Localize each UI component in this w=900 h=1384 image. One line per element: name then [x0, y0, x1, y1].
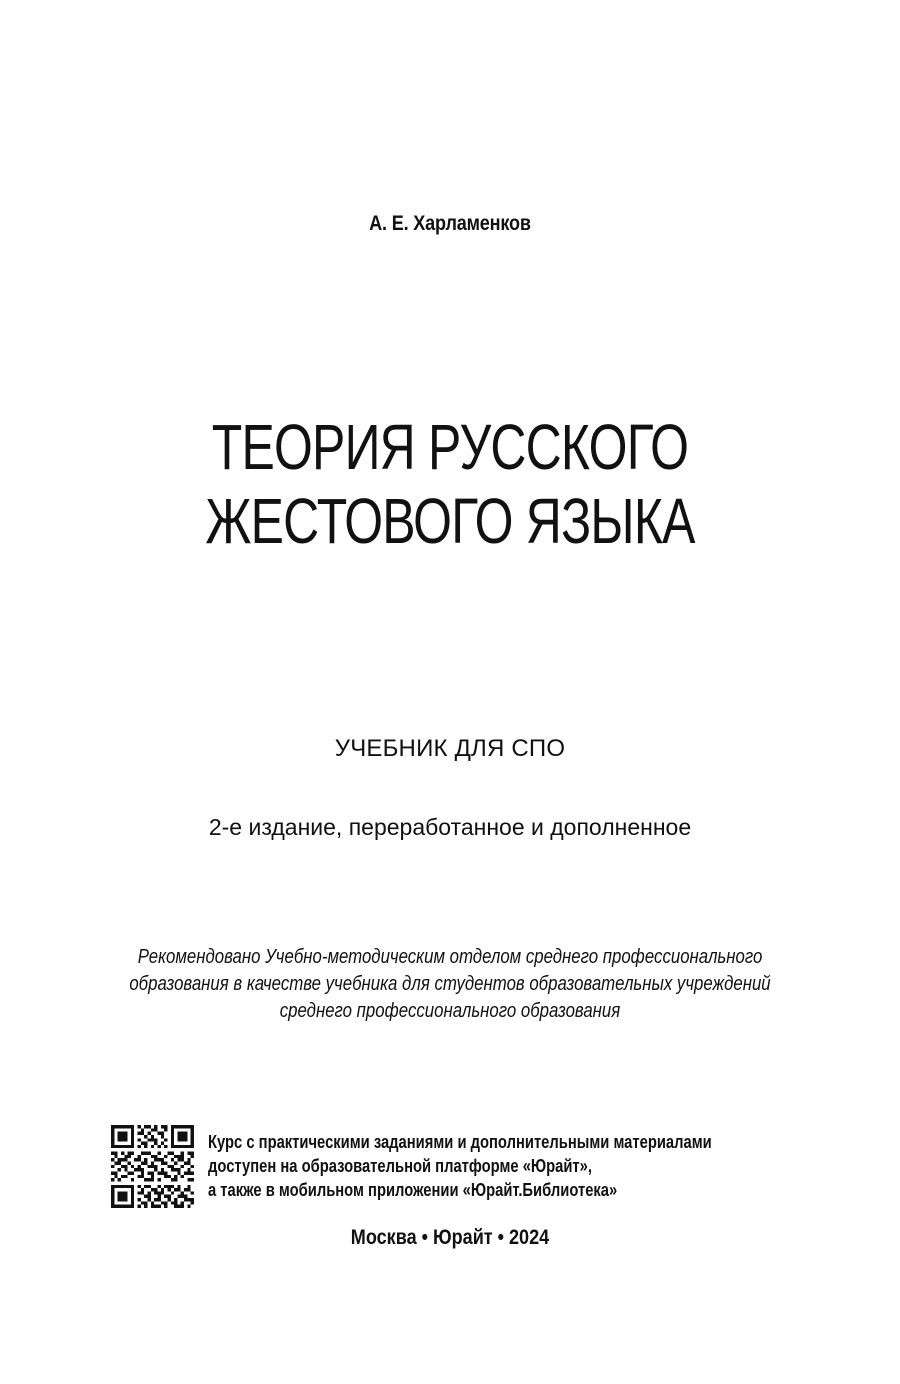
recommendation-line-2: образования в качестве учебника для студентов образовательных учреждений — [129, 973, 771, 995]
edition-info: 2-е издание, переработанное и дополненное — [208, 814, 692, 840]
course-info-line-2: доступен на образовательной платформе «Юрайт», — [208, 1156, 592, 1176]
qr-code-icon — [111, 1125, 194, 1208]
course-info-line-3: а также в мобильном приложении «Юрайт.Библиотека» — [208, 1180, 618, 1200]
course-info-line-1: Курс с практическими заданиями и дополнительными материалами — [208, 1132, 712, 1152]
publisher-imprint: Москва • Юрайт • 2024 — [350, 1226, 550, 1249]
recommendation-text — [72, 944, 828, 1025]
recommendation-line-1: Рекомендовано Учебно-методическим отделом среднего профессионального — [137, 946, 763, 968]
author-name: А. Е. Харламенков — [369, 212, 531, 235]
recommendation-line-3: среднего профессионального образования — [279, 1000, 621, 1022]
book-title — [99, 410, 801, 558]
course-info — [208, 1130, 749, 1202]
book-type: УЧЕБНИК ДЛЯ СПО — [334, 735, 566, 762]
book-title-line-1: ТЕОРИЯ РУССКОГО — [211, 411, 689, 483]
book-title-line-2: ЖЕСТОВОГО ЯЗЫКА — [205, 485, 695, 557]
